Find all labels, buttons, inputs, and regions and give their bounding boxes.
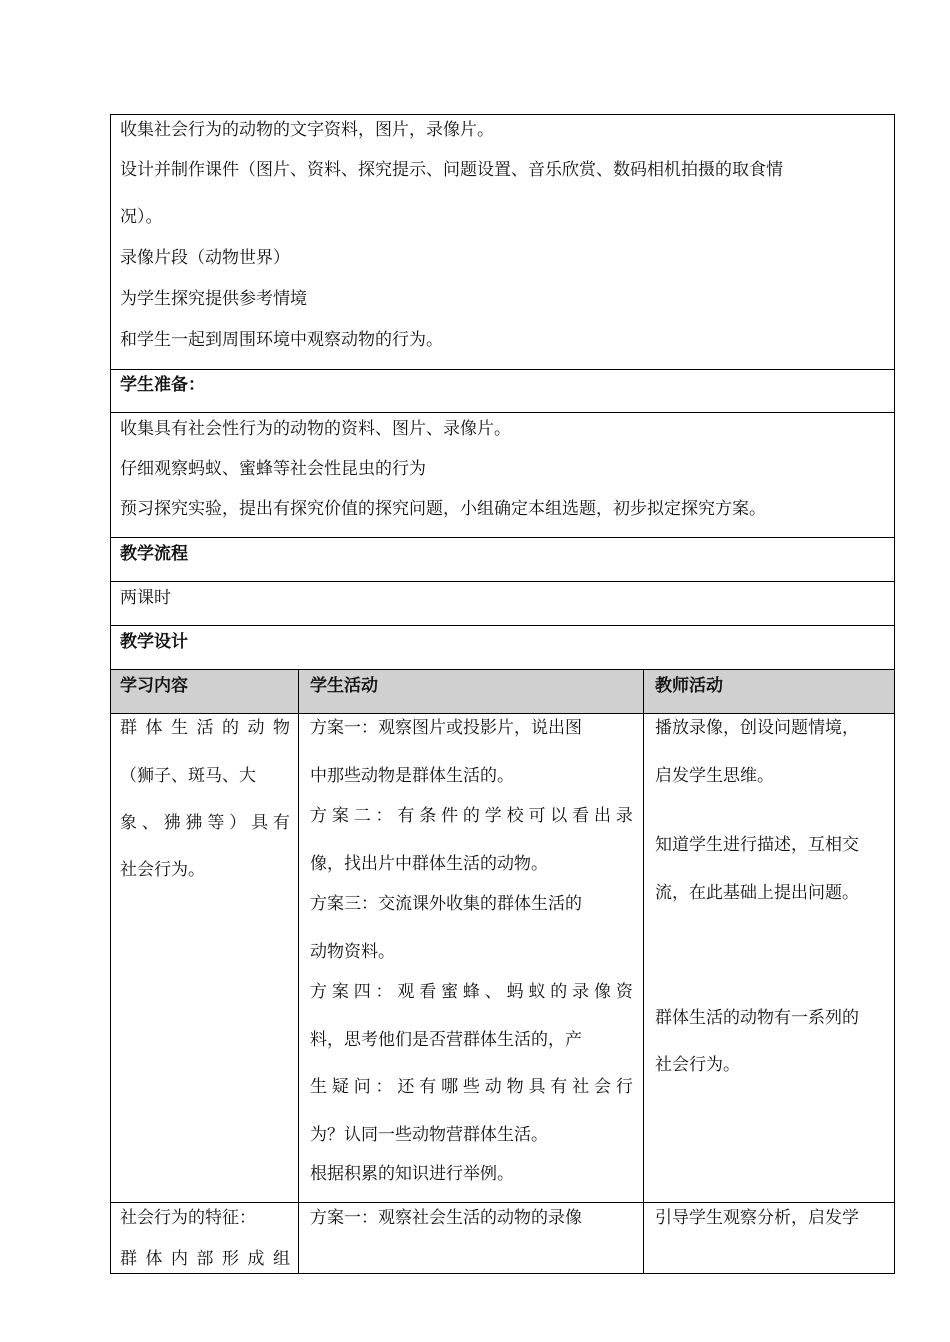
- content-line: 群 体 内 部 形 成 组: [120, 1249, 290, 1269]
- row-divider: [110, 369, 895, 370]
- content-line: 象 、 狒 狒 等 ） 具 有: [120, 813, 290, 833]
- row-divider: [110, 537, 895, 538]
- teacher-activity-line: 社会行为。: [655, 1055, 740, 1075]
- column-divider: [298, 669, 299, 1274]
- content-line: 社会行为。: [120, 860, 205, 880]
- row-divider: [110, 713, 895, 714]
- column-divider: [643, 669, 644, 1274]
- flow-heading: 教学流程: [120, 544, 188, 564]
- teacher-prep-line: 录像片段（动物世界）: [120, 248, 290, 268]
- row-divider: [110, 669, 895, 670]
- teacher-activity-line: 流，在此基础上提出问题。: [655, 883, 859, 903]
- student-prep-line: 预习探究实验，提出有探究价值的探究问题，小组确定本组选题，初步拟定探究方案。: [120, 499, 766, 519]
- student-activity-line: 方案三：交流课外收集的群体生活的: [310, 894, 582, 914]
- teacher-activity-line: 引导学生观察分析，启发学: [655, 1208, 859, 1228]
- student-prep-line: 收集具有社会性行为的动物的资料、图片、录像片。: [120, 419, 511, 439]
- teacher-activity-line: 播放录像，创设问题情境，: [655, 718, 859, 738]
- teacher-activity-line: 启发学生思维。: [655, 766, 774, 786]
- student-activity-line: 方案一：观察社会生活的动物的录像: [310, 1208, 582, 1228]
- student-activity-line: 根据积累的知识进行举例。: [310, 1164, 514, 1184]
- student-activity-line: 方案一：观察图片或投影片，说出图: [310, 718, 582, 738]
- row-divider: [110, 412, 895, 413]
- row-divider: [110, 625, 895, 626]
- row-divider: [110, 1202, 895, 1203]
- student-prep-heading: 学生准备：: [120, 375, 205, 395]
- teacher-activity-line: 知道学生进行描述，互相交: [655, 835, 859, 855]
- student-activity-line: 像，找出片中群体生活的动物。: [310, 854, 548, 874]
- student-activity-line: 料，思考他们是否营群体生活的，产: [310, 1030, 582, 1050]
- flow-text: 两课时: [120, 588, 171, 608]
- column-header-student: 学生活动: [310, 676, 378, 696]
- student-activity-line: 中那些动物是群体生活的。: [310, 766, 514, 786]
- teacher-prep-line: 和学生一起到周围环境中观察动物的行为。: [120, 330, 443, 350]
- design-heading: 教学设计: [120, 632, 188, 652]
- column-header-teacher: 教师活动: [655, 676, 723, 696]
- content-line: （狮子、斑马、大: [120, 766, 256, 786]
- student-activity-line: 方 案 二 ： 有 条 件 的 学 校 可 以 看 出 录: [310, 806, 633, 826]
- teacher-prep-line: 设计并制作课件（图片、资料、探究提示、问题设置、音乐欣赏、数码相机拍摄的取食情: [120, 160, 783, 180]
- teacher-prep-line: 为学生探究提供参考情境: [120, 289, 307, 309]
- student-prep-line: 仔细观察蚂蚁、蜜蜂等社会性昆虫的行为: [120, 459, 426, 479]
- content-line: 社会行为的特征：: [120, 1208, 256, 1228]
- student-activity-line: 动物资料。: [310, 942, 395, 962]
- column-header-content: 学习内容: [120, 676, 188, 696]
- teacher-prep-line: 收集社会行为的动物的文字资料，图片，录像片。: [120, 120, 494, 140]
- teacher-prep-line: 况）。: [120, 207, 163, 227]
- student-activity-line: 方 案 四 ： 观 看 蜜 蜂 、 蚂 蚁 的 录 像 资: [310, 982, 633, 1002]
- column-header-row: [111, 670, 894, 713]
- student-activity-line: 为？认同一些动物营群体生活。: [310, 1125, 548, 1145]
- student-activity-line: 生 疑 问 ： 还 有 哪 些 动 物 具 有 社 会 行: [310, 1077, 633, 1097]
- row-divider: [110, 581, 895, 582]
- content-line: 群 体 生 活 的 动 物: [120, 718, 290, 738]
- teacher-activity-line: 群体生活的动物有一系列的: [655, 1008, 859, 1028]
